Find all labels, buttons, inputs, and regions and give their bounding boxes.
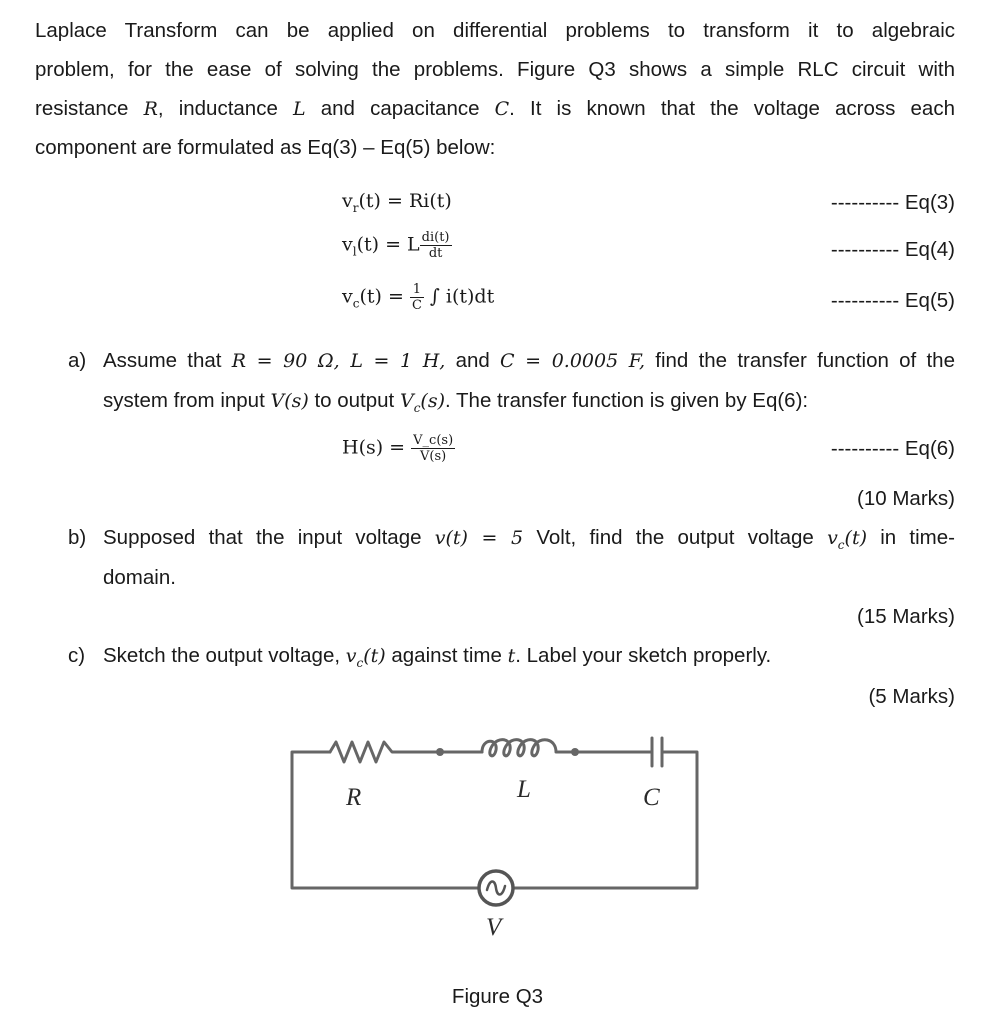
question-b: [68, 526, 955, 606]
question-a: [68, 349, 955, 429]
intro-paragraph: [35, 11, 955, 167]
circuit-wire-right: [514, 752, 697, 888]
rlc-circuit-diagram: [0, 720, 995, 980]
intro-line-3: resistance R, inductance L and capacitance C. It is known that the voltage across each: [35, 97, 955, 120]
question-b-marks: (15 Marks): [857, 605, 955, 628]
inductor-symbol: [482, 740, 575, 756]
label-C: C: [643, 784, 660, 811]
junction-dot-2: [571, 748, 579, 756]
label-V: V: [486, 914, 502, 941]
equation-3-label: ---------- Eq(3): [830, 191, 955, 214]
voltage-source-wave: [487, 882, 505, 895]
figure-caption: Figure Q3: [451, 985, 544, 1008]
question-a-label: a): [68, 349, 87, 372]
equation-4: $v_l(t) = L$ $\frac{di(t)}{dt}$: [342, 230, 450, 261]
label-R: R: [346, 784, 362, 811]
equation-6: H(s) = $\frac{V\_c(s)}{V(s)}$: [342, 433, 454, 464]
equation-3: $v_r(t) = Ri(t)$: [342, 190, 452, 215]
intro-line-4: component are formulated as Eq(3) – Eq(5) below:: [35, 136, 496, 159]
question-a-line-2: system from input V(s) to output $V_c(s)$. The transfer function is given by Eq(6):: [103, 389, 809, 416]
label-L: L: [517, 776, 531, 803]
question-c-line: Sketch the output voltage, $v_c(t)$ against time t. Label your sketch properly.: [103, 644, 772, 671]
question-c: [68, 644, 955, 684]
question-a-line-1: Assume that R = 90 Ω, L = 1 H, and C = 0.0005 F, find the transfer function of the: [103, 349, 955, 372]
question-c-label: c): [68, 644, 86, 667]
resistor-symbol: [330, 742, 440, 762]
equation-5: $v_c(t)$ = $\frac{1}{C}$ ∫ i(t)dt: [342, 282, 495, 313]
intro-line-1: Laplace Transform can be applied on differential problems to transform it to algebraic: [35, 19, 955, 42]
question-b-line-1: Supposed that the input voltage v(t) = 5 Volt, find the output voltage $v_c(t)$ in time-: [103, 526, 955, 553]
question-a-marks: (10 Marks): [857, 487, 955, 510]
equation-4-label: ---------- Eq(4): [830, 238, 955, 261]
intro-line-2: problem, for the ease of solving the problems. Figure Q3 shows a simple RLC circuit with: [35, 58, 955, 81]
equation-6-label: ---------- Eq(6): [830, 437, 955, 460]
circuit-wire-left: [292, 752, 478, 888]
question-b-label: b): [68, 526, 87, 549]
question-b-line-2: domain.: [103, 566, 176, 589]
equation-5-label: ---------- Eq(5): [830, 289, 955, 312]
question-c-marks: (5 Marks): [868, 685, 955, 708]
junction-dot-1: [436, 748, 444, 756]
